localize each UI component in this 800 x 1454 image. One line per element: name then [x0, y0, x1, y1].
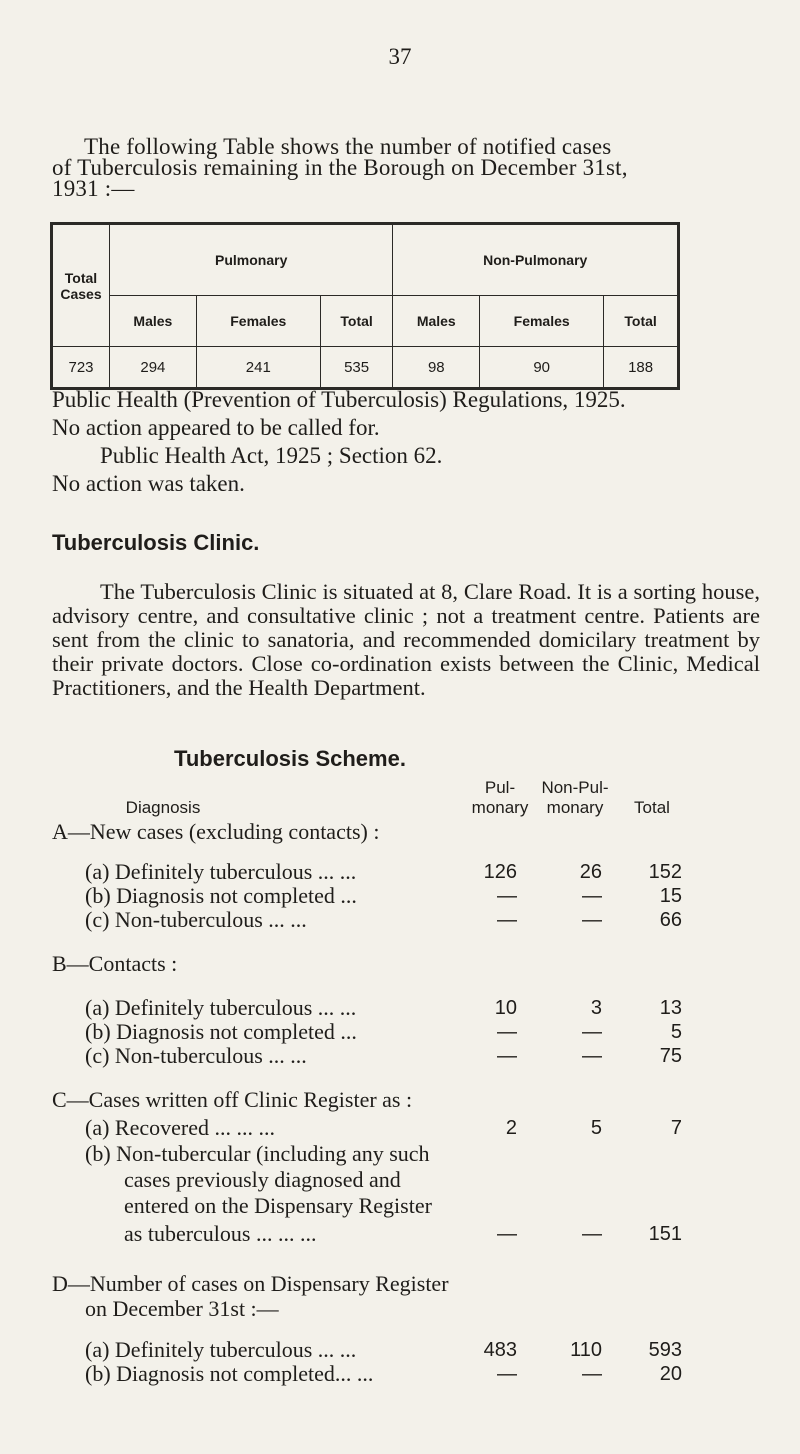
regulations-line-3: Public Health Act, 1925 ; Section 62. [100, 443, 443, 468]
section-b-row: (c) Non-tuberculous ... ... — — 75 [85, 1043, 682, 1068]
regulations-line-1: Public Health (Prevention of Tuberculosis) Regulations, 1925. [52, 387, 626, 412]
section-b-heading: B—Contacts : [52, 951, 178, 976]
clinic-heading: Tuberculosis Clinic. [52, 530, 260, 555]
cell-pul-females: 241 [196, 347, 320, 389]
section-c-row-b-line: as tuberculous ... ... ... — — 151 [124, 1221, 682, 1246]
section-a-row: (c) Non-tuberculous ... ... — — 66 [85, 907, 682, 932]
scheme-heading: Tuberculosis Scheme. [174, 746, 406, 771]
section-d-row: (b) Diagnosis not completed... ... — — 20 [85, 1361, 682, 1386]
header-nonpul-females: Females [480, 296, 604, 347]
header-pul-males: Males [110, 296, 197, 347]
cell-nonpul-total: 188 [604, 347, 679, 389]
clinic-paragraph [52, 580, 760, 700]
section-c-row-b-line: entered on the Dispensary Register [124, 1193, 432, 1218]
cell-total-cases: 723 [52, 347, 110, 389]
section-a-heading: A—New cases (excluding contacts) : [52, 819, 380, 844]
col-total-header: Total [634, 798, 670, 817]
section-a-row: (b) Diagnosis not completed ... — — 15 [85, 883, 682, 908]
header-total-cases: Total Cases [52, 224, 110, 347]
cell-pul-males: 294 [110, 347, 197, 389]
section-d-heading-2: on December 31st :— [85, 1296, 279, 1321]
section-d-row: (a) Definitely tuberculous ... ... 483 110 593 [85, 1337, 682, 1362]
cell-nonpul-males: 98 [393, 347, 480, 389]
regulations-line-4: No action was taken. [52, 471, 245, 496]
cell-nonpul-females: 90 [480, 347, 604, 389]
page-number: 37 [388, 44, 412, 69]
intro-paragraph [52, 136, 752, 199]
tuberculosis-cases-table [50, 222, 680, 390]
section-c-row-b-line: (b) Non-tubercular (including any such [85, 1141, 430, 1166]
regulations-line-2: No action appeared to be called for. [52, 415, 380, 440]
section-b-row: (b) Diagnosis not completed ... — — 5 [85, 1019, 682, 1044]
regulations-section [52, 386, 772, 498]
section-c-heading: C—Cases written off Clinic Register as : [52, 1087, 413, 1112]
header-nonpul-total: Total [604, 296, 679, 347]
section-c-row-b-line: cases previously diagnosed and [124, 1167, 401, 1192]
section-c-row: (a) Recovered ... ... ... 2 5 7 [85, 1115, 682, 1140]
clinic-paragraph-text: The Tuberculosis Clinic is situated at 8, Clare Road. It is a sorting house, advisory centre, and consultative clinic ; not a treatment centre. Patients are sent from the clinic to sanatoria, and recommended domicilary treatment by their private doctors. Close co-ordination exists between the Clinic, Medical Practitioners, and the Health Department. [52, 579, 760, 700]
col-non-pulmonary-header: Non-Pul- monary [541, 778, 609, 817]
col-pulmonary-header: Pul- monary [471, 778, 529, 817]
header-pulmonary: Pulmonary [110, 224, 393, 296]
header-nonpul-males: Males [393, 296, 480, 347]
section-a-row: (a) Definitely tuberculous ... ... 126 26 152 [85, 859, 682, 884]
intro-line-3: 1931 :— [52, 176, 135, 201]
cell-pul-total: 535 [320, 347, 393, 389]
diagnosis-header: Diagnosis [125, 798, 201, 817]
intro-line-2: of Tuberculosis remaining in the Borough on December 31st, [52, 155, 628, 180]
header-non-pulmonary: Non-Pulmonary [393, 224, 679, 296]
header-pul-females: Females [196, 296, 320, 347]
section-b-row: (a) Definitely tuberculous ... ... 10 3 13 [85, 995, 682, 1020]
header-pul-total: Total [320, 296, 393, 347]
section-d-heading: D—Number of cases on Dispensary Register [52, 1271, 449, 1296]
intro-line-1: The following Table shows the number of notified cases [84, 134, 612, 159]
